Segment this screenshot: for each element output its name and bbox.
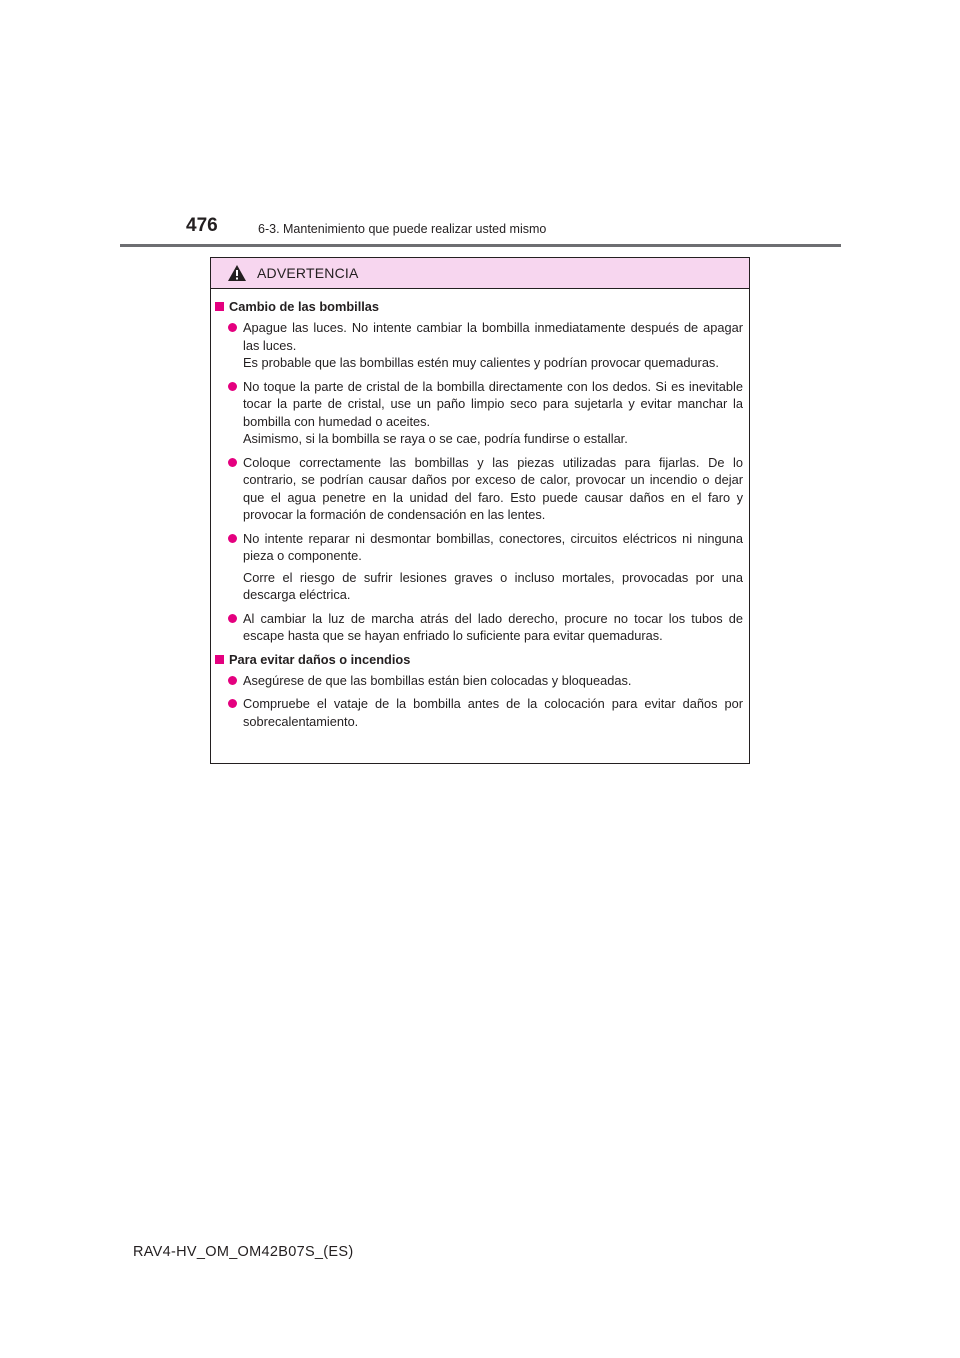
section-heading-text: Para evitar daños o incendios [229,651,411,667]
item-text: No intente reparar ni desmontar bombillas, conectores, circuitos eléctricos ni ninguna pieza o componente. [243,530,743,563]
item-text: Compruebe el vataje de la bombilla antes de la colocación para evitar daños por sobrecalentamiento. [243,696,743,729]
section-heading [211,651,751,669]
list-item [243,695,743,730]
list-item [243,672,743,690]
square-bullet-icon [215,302,224,311]
header-rule [120,244,841,247]
circle-bullet-icon [228,458,237,467]
list-item [243,454,743,524]
list-item [243,319,743,372]
item-text: Asimismo, si la bombilla se raya o se cae, podría fundirse o estallar. [243,431,628,446]
square-bullet-icon [215,655,224,664]
circle-bullet-icon [228,614,237,623]
circle-bullet-icon [228,699,237,708]
item-text: Asegúrese de que las bombillas están bien colocadas y bloqueadas. [243,672,632,688]
warning-triangle-icon [227,264,247,282]
section-heading-text: Cambio de las bombillas [229,299,380,314]
item-text: Coloque correctamente las bombillas y las piezas utilizadas para fijarlas. De lo contrario, se podrían causar daños por exceso de calor, provocar un incendio o dejar que el agua penetre en la unidad del faro. Esto puede causar daños en el faro y provocar la formación de condensación en las lentes. [243,454,743,522]
warning-title: ADVERTENCIA [257,265,359,281]
list-item [243,610,743,645]
item-text: No toque la parte de cristal de la bombilla directamente con los dedos. Si es inevitable tocar la parte de cristal, use un paño limpio seco para sujetarla y evitar manchar la bombilla con humedad o aceites. [243,378,743,429]
circle-bullet-icon [228,676,237,685]
warning-body [211,298,751,736]
warning-header [211,258,749,289]
warning-box [210,257,750,764]
item-text: Es probable que las bombillas estén muy calientes y podrían provocar quemaduras. [243,355,719,370]
item-text: Apague las luces. No intente cambiar la bombilla inmediatamente después de apagar las luces. [243,320,743,353]
circle-bullet-icon [228,323,237,332]
list-item [243,378,743,448]
circle-bullet-icon [228,382,237,391]
list-item [243,530,743,604]
page-number: 476 [186,215,218,236]
circle-bullet-icon [228,534,237,543]
section-heading [211,298,751,316]
section-title: 6-3. Mantenimiento que puede realizar usted mismo [258,222,547,236]
document-code: RAV4-HV_OM_OM42B07S_(ES) [133,1244,354,1260]
item-text: Al cambiar la luz de marcha atrás del lado derecho, procure no tocar los tubos de escape hasta que se hayan enfriado lo suficiente para evitar quemaduras. [243,610,743,643]
item-text: Corre el riesgo de sufrir lesiones graves o incluso mortales, provocadas por una descarga eléctrica. [243,569,743,602]
